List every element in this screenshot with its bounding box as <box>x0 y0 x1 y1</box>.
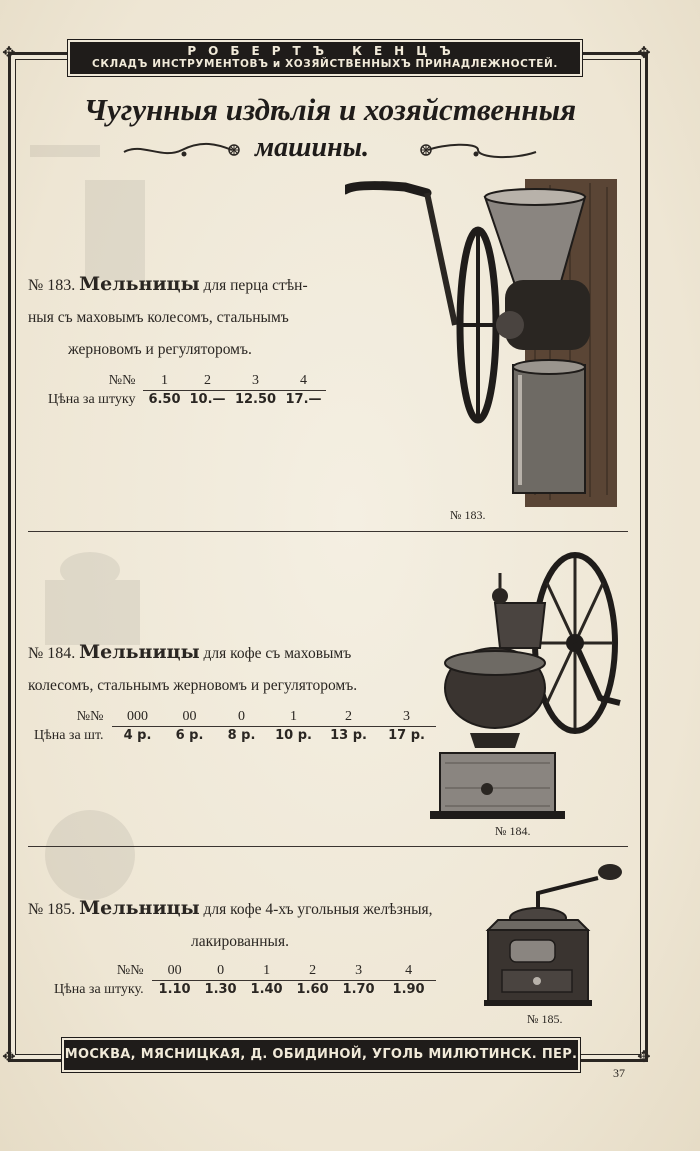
item-183-desc-line: ныя съ маховымъ колесомъ, стальнымъ <box>28 309 289 326</box>
item-183-price-table <box>44 372 326 409</box>
size-number: 1 <box>143 372 185 391</box>
item-185-name: Мельницы <box>79 897 200 919</box>
flourish-right-icon <box>413 138 538 162</box>
size-number: 4 <box>282 372 326 391</box>
pepper-mill-illustration <box>345 175 620 510</box>
price-value: 8 р. <box>227 728 256 744</box>
section-divider <box>28 846 628 847</box>
price-value: 4 р. <box>123 728 152 744</box>
price-value: 1.40 <box>250 982 283 998</box>
item-183-name: Мельницы <box>79 273 200 295</box>
flourish-left-icon <box>122 138 247 162</box>
item-184-number: № 184. <box>28 645 76 662</box>
nums-label: №№ <box>108 373 136 389</box>
section-divider <box>28 531 628 532</box>
size-number: 1 <box>268 708 320 727</box>
coffee-mill-flywheel-illustration <box>425 548 625 823</box>
item-184-desc-line: колесомъ, стальнымъ жерновомъ и регуляторомъ. <box>28 677 358 694</box>
size-number: 1 <box>244 962 290 981</box>
size-number: 3 <box>230 372 282 391</box>
page-number: 37 <box>613 1066 625 1080</box>
item-184-description <box>28 636 428 702</box>
corner-ornament-icon: ✥ <box>637 43 651 62</box>
size-number: 2 <box>290 962 336 981</box>
corner-ornament-icon: ✥ <box>2 43 16 62</box>
price-label: Цѣна за штуку. <box>54 981 144 997</box>
size-number: 00 <box>164 708 216 727</box>
item-184-name: Мельницы <box>79 641 200 663</box>
size-number: 4 <box>382 962 436 981</box>
price-value: 12.50 <box>234 392 277 408</box>
size-number: 0 <box>198 962 244 981</box>
item-184-price-table <box>30 708 436 745</box>
item-184-desc-line: для кофе съ маховымъ <box>203 645 352 662</box>
item-185-caption: № 185. <box>527 1012 563 1026</box>
item-184-caption: № 184. <box>495 824 531 838</box>
size-number: 2 <box>320 708 378 727</box>
price-value: 10 р. <box>275 728 312 744</box>
size-number: 3 <box>378 708 436 727</box>
item-185-number: № 185. <box>28 901 76 918</box>
price-value: 17.— <box>285 392 322 408</box>
header-banner <box>70 42 580 74</box>
corner-ornament-icon: ✥ <box>2 1047 16 1066</box>
price-value: 1.60 <box>296 982 329 998</box>
size-number: 3 <box>336 962 382 981</box>
item-185-desc-line: для кофе 4-хъ угольныя желѣзныя, <box>203 901 433 918</box>
item-183-number: № 183. <box>28 277 76 294</box>
nums-label: №№ <box>76 709 104 725</box>
item-183-desc-line: жерновомъ и регуляторомъ. <box>68 341 252 358</box>
item-185-description <box>28 892 478 958</box>
price-value: 6.50 <box>148 392 181 408</box>
company-name: РОБЕРТЪ КЕНЦЪ <box>187 44 463 58</box>
item-185-price-table <box>50 962 436 999</box>
nums-label: №№ <box>116 963 144 979</box>
price-label: Цѣна за штуку <box>48 391 136 407</box>
item-183-caption: № 183. <box>450 508 486 522</box>
item-183-description <box>28 268 348 366</box>
price-value: 1.70 <box>342 982 375 998</box>
price-value: 10.— <box>189 392 226 408</box>
item-185-desc-line: лакированныя. <box>191 933 289 950</box>
price-label: Цѣна за шт. <box>34 727 104 743</box>
size-number: 0 <box>216 708 268 727</box>
price-value: 1.10 <box>158 982 191 998</box>
size-number: 00 <box>152 962 198 981</box>
price-value: 1.30 <box>204 982 237 998</box>
footer-address-banner: МОСКВА, МЯСНИЦКАЯ, Д. ОБИДИНОЙ, УГОЛЬ МИЛЮТИНСК. ПЕР. <box>64 1040 578 1070</box>
size-number: 2 <box>185 372 229 391</box>
price-value: 13 р. <box>330 728 367 744</box>
price-value: 17 р. <box>388 728 425 744</box>
price-value: 1.90 <box>392 982 425 998</box>
box-coffee-mill-illustration <box>478 858 628 1010</box>
size-number: 000 <box>112 708 164 727</box>
corner-ornament-icon: ✥ <box>637 1047 651 1066</box>
page-title-line1: Чугунныя издѣлія и хозяйственныя <box>83 92 577 127</box>
item-183-desc-line: для перца стѣн- <box>203 277 308 294</box>
page-title-line2: машины. <box>255 132 370 163</box>
price-value: 6 р. <box>175 728 204 744</box>
company-subtitle: СКЛАДЪ ИНСТРУМЕНТОВЪ и ХОЗЯЙСТВЕННЫХЪ ПРИНАДЛЕЖНОСТЕЙ. <box>92 58 558 70</box>
